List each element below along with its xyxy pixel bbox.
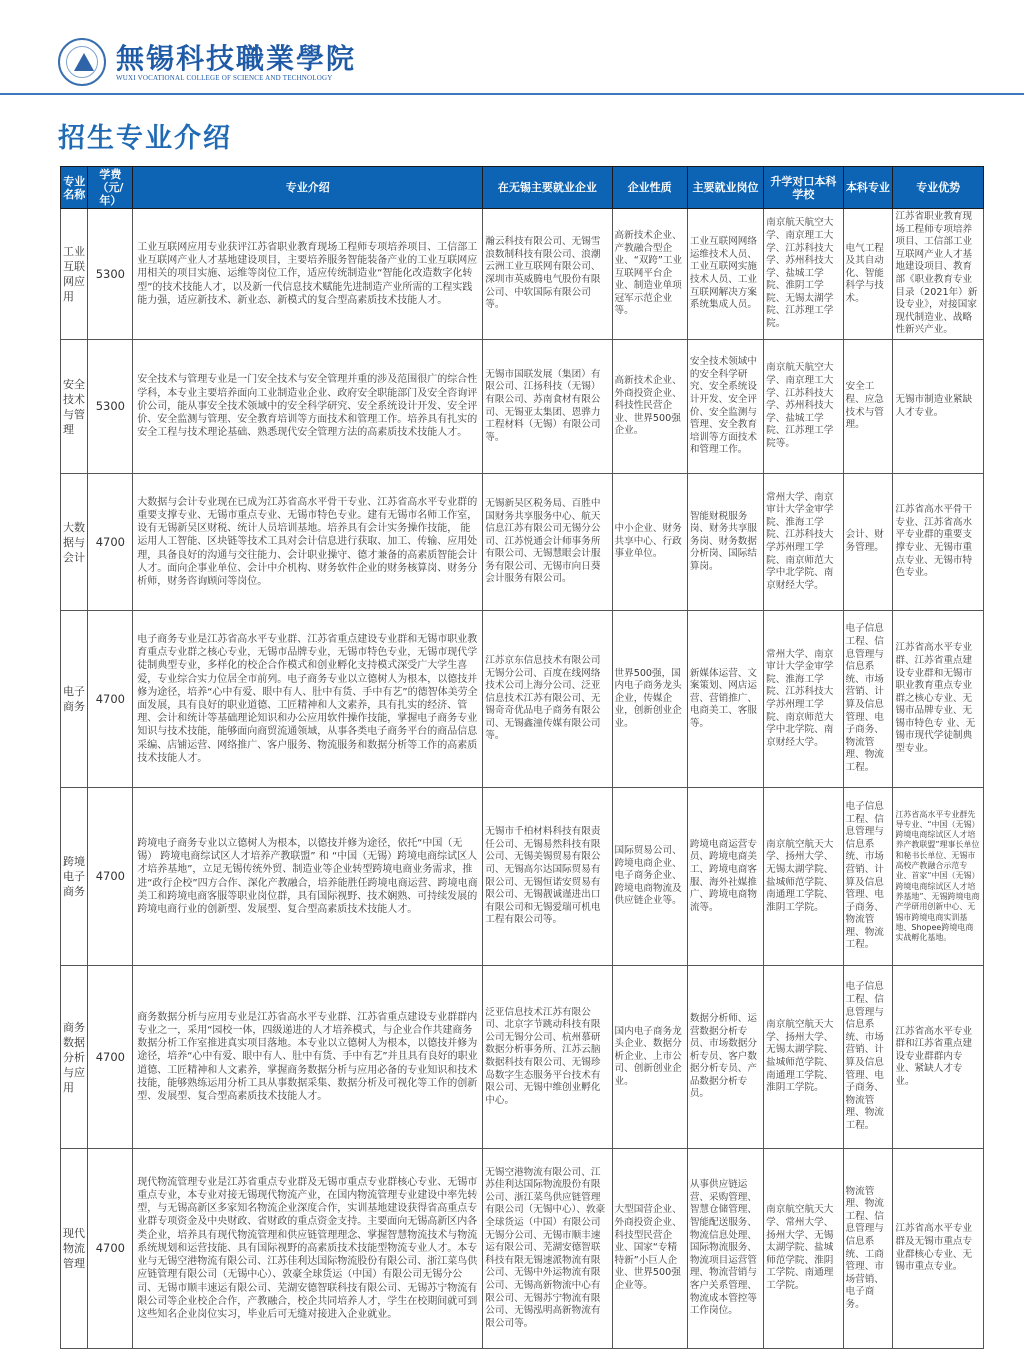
major-employers: 无锡空港物流有限公司、江苏佳利达国际物流股份有限公司、浙江菜鸟供应链管理有限公司（无锡中心）、敦豪全球货运（中国）有限公司无锡分公司、无锡市顺丰速运有限公司、芜湖安德智联科技有限无锡速派物流有限公司、无锡中外运物流有限公司、无锡高新物流中心有限公司、无锡苏宁物流有限公司、无锡泓明高新物流有限公司等。	[483, 1149, 612, 1349]
major-universities: 南京航空航天大学、常州大学、扬州大学、无锡太湖学院、盐城师范学院、淮阴工学院、南通理工学院。	[764, 1149, 843, 1349]
school-name-cn: 無锡科技職業學院	[116, 41, 357, 75]
major-employers: 无锡新吴区税务局、百胜中国财务共享服务中心、航天信息江苏有限公司无锡分公司、江苏悦通会计师事务所有限公司、无锡慧眼会计服务有限公司、无锡市向日葵会计服务有限公司。	[483, 474, 612, 611]
table-row	[61, 340, 984, 474]
major-advantages: 江苏省高水平专业群及无锡市重点专业群核心专业、无锡市重点专业。	[893, 1149, 984, 1349]
major-bachelor-majors: 安全工程、应急技术与管理。	[843, 340, 893, 474]
major-intro: 工业互联网应用专业获评江苏省职业教育现场工程师专项培养项目、工信部工业互联网产业人才基地建设项目，主要培养服务智能装备产业的工业互联网应用相关的项目实施、运维等岗位工作，适应传统制造业“智能化改造数字化转型”的技术技能人才，以及新一代信息技术赋能先进制造产业所需的工程实践能力强，适应新技术、新业态、新模式的复合型高素质技术技能人才。	[133, 209, 483, 340]
major-enterprise-type: 大型国营企业、外商投资企业、科技型民营企业、国家“专精特新”小巨人企业、世界500强企业等。	[612, 1149, 687, 1349]
major-intro: 安全技术与管理专业是一门安全技术与安全管理并重的涉及范围很广的综合性学科，本专业主要培养面向工业制造业企业、政府安全职能部门及安全咨询评价公司，能从事安全技术领域中的安全科学研究、安全系统设计开发、安全评价、安全监测与管理、安全教育培训等方面技术和管理工作。培养具有扎实的安全工程与技术理论基础、熟悉现代安全管理方法的高素质技术技能人才。	[133, 340, 483, 474]
major-advantages: 无锡市制造业紧缺人才专业。	[893, 340, 984, 474]
table-header-row	[61, 167, 984, 209]
major-enterprise-type: 国内电子商务龙头企业、数据分析企业、上市公司、创新创业企业。	[612, 966, 687, 1149]
header-divider	[0, 93, 1024, 95]
major-employers: 江苏京东信息技术有限公司无锡分公司、百度在线网络技术公司上海分公司、泛亚信息技术江苏有限公司、无锡奇奇优品电子商务有限公司、无锡鑫潼传媒有限公司等。	[483, 611, 612, 788]
col-header-name: 专业名称	[61, 167, 88, 209]
major-universities: 南京航天航空大学、南京理工大学、江苏科技大学、苏州科技大学、盐城工学院、淮阴工学院、无锡太湖学院、江苏理工学院。	[764, 209, 843, 340]
major-fee: 4700	[88, 966, 133, 1149]
major-bachelor-majors: 会计、财务管理。	[843, 474, 893, 611]
table-row	[61, 966, 984, 1149]
major-universities: 常州大学、南京审计大学金审学院、淮海工学院、江苏科技大学苏州理工学院、南京师范大学中北学院、南京财经大学。	[764, 611, 843, 788]
school-seal-icon	[58, 38, 106, 86]
major-positions: 工业互联网网络运维技术人员、工业互联网实施技术人员、工业互联网解决方案系统集成人员。	[687, 209, 763, 340]
major-employers: 无锡市国联发展（集团）有限公司、江扬科技（无锡）有限公司、苏南食材有限公司、无锡亚太集团、恩骅力工程材料（无锡）有限公司等。	[483, 340, 612, 474]
col-header-bachelor-majors: 本科专业	[843, 167, 893, 209]
col-header-intro: 专业介绍	[133, 167, 483, 209]
table-row	[61, 611, 984, 788]
major-advantages: 江苏省职业教育现场工程师专项培养项目、工信部工业互联网产业人才基地建设项目、教育部《职业教育专业目录（2021年）新设专业》，对接国家现代制造业、战略性新兴产业。	[893, 209, 984, 340]
major-name: 现代物流管理	[61, 1149, 88, 1349]
major-positions: 从事供应链运营、采购管理、智慧仓储管理、智能配送服务、物流信息处理、国际物流服务、物流项目运营管理、物流营销与客户关系管理、物流成本管控等工作岗位。	[687, 1149, 763, 1349]
table-row	[61, 474, 984, 611]
table-row	[61, 1149, 984, 1349]
major-name: 电子商务	[61, 611, 88, 788]
major-fee: 4700	[88, 611, 133, 788]
major-enterprise-type: 国际贸易公司、跨境电商企业、电子商务企业、跨境电商物流及供应链企业等。	[612, 788, 687, 966]
major-name: 安全技术与管理	[61, 340, 88, 474]
major-universities: 南京航空航天大学、扬州大学、无锡太湖学院、盐城师范学院、南通理工学院、淮阴工学院。	[764, 788, 843, 966]
major-name: 工业互联网应用	[61, 209, 88, 340]
school-name-en: WUXI VOCATIONAL COLLEGE OF SCIENCE AND TECHNOLOGY	[116, 73, 333, 82]
col-header-advantages: 专业优势	[893, 167, 984, 209]
major-fee: 4700	[88, 1149, 133, 1349]
major-intro: 电子商务专业是江苏省高水平专业群、江苏省重点建设专业群和无锡市职业教育重点专业群之核心专业，无锡市品牌专业，无锡市特色专业，无锡市现代学徒制典型专业，多样化的校企合作模式和创业孵化支持模式深受广大学生喜爱，专业综合实力位居全市前列。电子商务专业以立德树人为根本，以德技并修为途径，培养“心中有爱、眼中有人、肚中有货、手中有艺”的德智体美劳全面发展，具有良好的职业道德、工匠精神和人文素养，具有扎实的经济、管理、会计和统计等基础理论知识和办公应用软件操作技能，掌握电子商务专业知识与技术技能，能够面向商贸流通领域，从事各类电子商务平台的商品信息采编、店铺运营、网络推广、客户服务、物流服务和数据分析等工作的高素质技术技能人才。	[133, 611, 483, 788]
major-bachelor-majors: 电子信息工程、信息管理与信息系统、市场营销、计算及信息管理、电子商务、物流管理、物流工程。	[843, 966, 893, 1149]
major-bachelor-majors: 电子信息工程、信息管理与信息系统、市场营销、计算及信息管理、电子商务、物流管理、物流工程。	[843, 611, 893, 788]
major-enterprise-type: 高新技术企业、产教融合型企业、“双跨”工业互联网平台企业、制造业单项冠军示范企业等。	[612, 209, 687, 340]
major-employers: 无锡市千柏材料科技有限责任公司、无锡易然科技有限公司、无锡美锡贸易有限公司、无锡高尔达国际贸易有限公司、无锡恒诺安贸易有限公司、无锡靓诚谨进出口有限公司和无锡爱瑞可机电工程有限公司等。	[483, 788, 612, 966]
col-header-positions: 主要就业岗位	[687, 167, 763, 209]
major-name: 跨境电子商务	[61, 788, 88, 966]
col-header-fee: 学费（元/年）	[88, 167, 133, 209]
major-fee: 4700	[88, 788, 133, 966]
major-positions: 智能财税服务岗、财务共享服务岗、财务数据分析岗、国际结算岗。	[687, 474, 763, 611]
major-universities: 常州大学、南京审计大学金审学院、淮海工学院、江苏科技大学苏州理工学院、南京师范大学中北学院、南京财经大学。	[764, 474, 843, 611]
major-fee: 5300	[88, 340, 133, 474]
major-positions: 新媒体运营、文案策划、网店运营、营销推广、电商美工、客服等。	[687, 611, 763, 788]
table-row	[61, 209, 984, 340]
major-advantages: 江苏省高水平专业群先导专业、“中国（无锡）跨境电商综试区人才培养产教联盟”理事长单位和秘书长单位、无锡市高校产教融合示范专业、首家“中国（无锡）跨境电商综试区人才培养基地”、无锡跨境电商产学研用创新中心、无锡市跨境电商实训基地、Shopee跨境电商实战孵化基地。	[893, 788, 984, 966]
major-enterprise-type: 世界500强，国内电子商务龙头企业，传媒企业，创新创业企业。	[612, 611, 687, 788]
major-name: 大数据与会计	[61, 474, 88, 611]
major-fee: 5300	[88, 209, 133, 340]
table-row	[61, 788, 984, 966]
page-header	[0, 0, 1024, 96]
majors-table	[60, 166, 984, 1349]
major-intro: 大数据与会计专业现在已成为江苏省高水平骨干专业、江苏省高水平专业群的重要支撑专业、无锡市重点专业、无锡市特色专业。建有无锡市名师工作室，设有无锡新吴区财税、统计人员培训基地。培养具有会计实务操作技能， 能运用人工智能、区块链等技术工具对会计信息进行获取、加工、传输、应用处理，具备良好的沟通与交往能力、会计职业操守、德才兼备的高素质智能会计人才。面向企事业单位、会计中介机构、财务软件企业的财务核算岗、财务分析师，财务咨询顾问等岗位。	[133, 474, 483, 611]
major-universities: 南京航空航天大学、扬州大学、无锡太湖学院、盐城师范学院、南通理工学院、淮阴工学院。	[764, 966, 843, 1149]
school-logo	[58, 38, 356, 86]
major-bachelor-majors: 物流管理、物流工程、信息管理与信息系统、工商管理、市场营销、电子商务。	[843, 1149, 893, 1349]
major-bachelor-majors: 电子信息工程、信息管理与信息系统、市场营销、计算及信息管理、电子商务、物流管理、物流工程。	[843, 788, 893, 966]
col-header-employers: 在无锡主要就业企业	[483, 167, 612, 209]
page-title: 招生专业介绍	[58, 123, 232, 154]
major-positions: 跨境电商运营专员、跨境电商美工、跨境电商客服、海外社媒推广、跨境电商物流等。	[687, 788, 763, 966]
major-intro: 商务数据分析与应用专业是江苏省高水平专业群、江苏省重点建设专业群群内专业之一，采用“园校一体，四级递进的人才培养模式，与企业合作共建商务数据分析工作室推进真实项目落地。本专业以立德树人为根本，以德技并修为途径，培养“心中有爱、眼中有人、肚中有货、手中有艺”并且具有良好的职业道德、工匠精神和人文素养，掌握商务数据分析与应用必备的专业知识和技术技能，能够熟练运用分析工具从事数据采集、数据分析及可视化等工作的创新型、发展型、复合型高素质技术技能人才。	[133, 966, 483, 1149]
major-advantages: 江苏省高水平骨干专业、江苏省高水平专业群的重要支撑专业、无锡市重点专业、无锡市特色专业。	[893, 474, 984, 611]
major-universities: 南京航天航空大学、南京理工大学、江苏科技大学、苏州科技大学、盐城工学院、江苏理工学院等。	[764, 340, 843, 474]
col-header-universities: 升学对口本科学校	[764, 167, 843, 209]
major-intro: 跨境电子商务专业以立德树人为根本，以德技并修为途径，依托“中国（无锡） 跨境电商综试区人才培养产教联盟” 和 “中国（无锡）跨境电商综试区人才培养基地”，立足无锡传统外贸、制造业等企业转型跨境电商业务需求，推进“政行企校”四方合作、深化产教融合，培养能胜任跨境电商运营、跨境电商美工和跨境电商客服等职业岗位群，具有国际视野、技术娴熟、可持续发展的跨境电商行业的创新型、发展型、复合型高素质技术技能人才。	[133, 788, 483, 966]
major-enterprise-type: 中小企业、财务共享中心、行政事业单位。	[612, 474, 687, 611]
major-employers: 泛亚信息技术江苏有限公司、北京字节跳动科技有限公司无锡分公司、杭州慕研数据分析事务所、江苏云脑数据科技有限公司、无锡珍岛数字生态服务平台技术有限公司、无锡中维创业孵化中心。	[483, 966, 612, 1149]
major-advantages: 江苏省高水平专业群和江苏省重点建设专业群群内专业、紧缺人才专业。	[893, 966, 984, 1149]
major-name: 商务数据分析与应用	[61, 966, 88, 1149]
major-positions: 数据分析师、运营数据分析专员、市场数据分析专员、客户数据分析专员、产品数据分析专员。	[687, 966, 763, 1149]
major-fee: 4700	[88, 474, 133, 611]
major-positions: 安全技术领域中的安全科学研究、安全系统设计开发、安全评价、安全监测与管理、安全教育培训等方面技术和管理工作。	[687, 340, 763, 474]
major-employers: 瀚云科技有限公司、无锡雪浪数制科技有限公司、浪潮云洲工业互联网有限公司、深圳市英威腾电气股份有限公司、中软国际有限公司等。	[483, 209, 612, 340]
major-intro: 现代物流管理专业是江苏省重点专业群及无锡市重点专业群核心专业、无锡市重点专业，本专业对接无锡现代物流产业，在国内物流管理专业建设中率先转型，与无锡高新区多家知名物流企业深度合作，实训基地建设获得省高重点专业群专项资金及中央财政、省财政的重点资金支持。主要面向无锡高新区内各类企业，培养具有现代物流管理和供应链管理理念、掌握智慧物流技术与物流系统规划和运营技能、具有国际视野的高素质技术技能型物流专业人才。本专业与无锡空港物流有限公司、江苏佳利达国际物流股份有限公司、浙江菜鸟供应链管理有限公司（无锡中心）、敦豪全球货运（中国）有限公司无锡分公司、无锡市顺丰速运有限公司、芜湖安德智联科技有限公司、无锡苏宁物流有限公司等企业校企合作，产教融合，校企共同培养人才，学生在校期间就可到这些知名企业岗位实习，毕业后可无缝对接进入企业就业。	[133, 1149, 483, 1349]
col-header-enterprise-type: 企业性质	[612, 167, 687, 209]
major-advantages: 江苏省高水平专业群、江苏省重点建设专业群和无锡市职业教育重点专业群之核心专业、无锡市品牌专业、无锡市特色专 业、无锡市现代学徒制典型专业。	[893, 611, 984, 788]
major-enterprise-type: 高新技术企业、外商投资企业、科技性民营企业、世界500强企业。	[612, 340, 687, 474]
major-bachelor-majors: 电气工程及其自动化、智能科学与技术。	[843, 209, 893, 340]
